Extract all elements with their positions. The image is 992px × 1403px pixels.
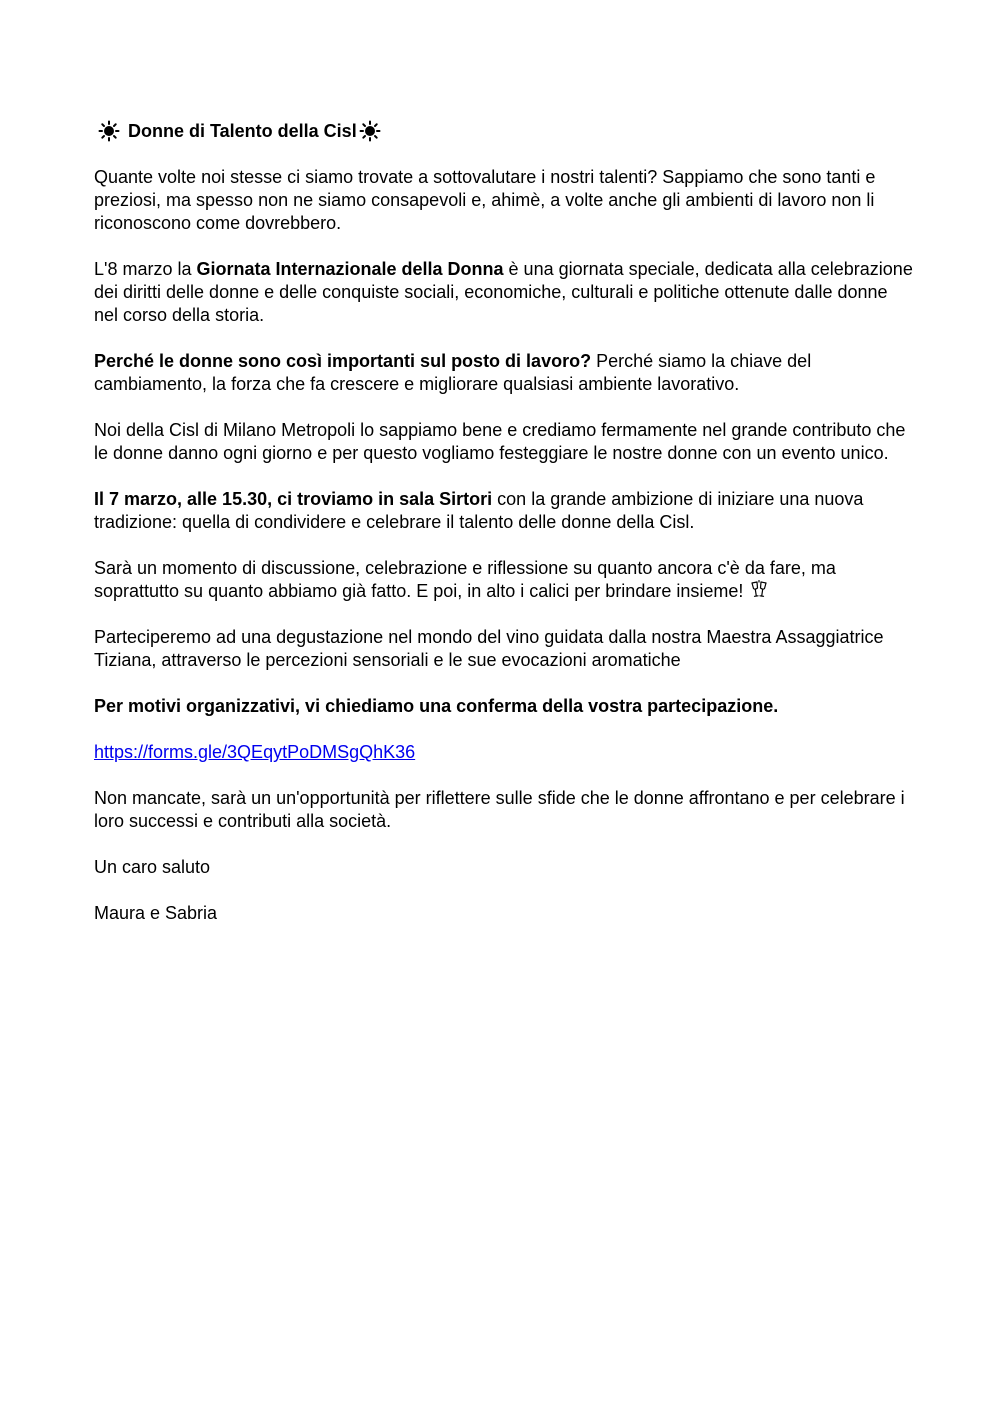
sun-icon <box>359 120 381 142</box>
form-link[interactable]: https://forms.gle/3QEqytPoDMSgQhK36 <box>94 742 416 762</box>
paragraph-closing: Non mancate, sarà un un'opportunità per riflettere sulle sfide che le donne affrontano e per celebrare i loro successi e contributi alla società. <box>94 788 905 831</box>
paragraph-text: è una giornata speciale, dedicata alla celebrazione dei diritti delle donne e delle conquiste sociali, economiche, culturali e politiche ottenute dalle donne nel corso della storia. <box>94 259 913 325</box>
paragraph-womens-day <box>94 258 914 327</box>
paragraph-link <box>94 741 914 764</box>
paragraph-intro: Quante volte noi stesse ci siamo trovate a sottovalutare i nostri talenti? Sappiamo che sono tanti e preziosi, ma spesso non ne siamo consapevoli e, ahimè, a volte anche gli ambienti di lavoro non li riconoscono come dovrebbero. <box>94 167 876 233</box>
document-title <box>94 118 914 144</box>
bold-text: Per motivi organizzativi, vi chiediamo una conferma della vostra partecipazione. <box>94 696 779 716</box>
paragraph-cisl: Noi della Cisl di Milano Metropoli lo sappiamo bene e crediamo fermamente nel grande contributo che le donne danno ogni giorno e per questo vogliamo festeggiare le nostre donne con un evento unico. <box>94 420 906 463</box>
paragraph-text: Perché siamo la chiave del cambiamento, la forza che fa crescere e migliorare qualsiasi ambiente lavorativo. <box>94 351 812 394</box>
paragraph-confirm <box>94 695 914 718</box>
paragraph-text: L'8 marzo la <box>94 259 197 279</box>
bold-text: Il 7 marzo, alle 15.30, ci troviamo in sala Sirtori <box>94 489 493 509</box>
paragraph-text: Sarà un momento di discussione, celebrazione e riflessione su quanto ancora c'è da fare, ma soprattutto su quanto abbiamo già fatto. E poi, in alto i calici per brindare insieme! <box>94 558 836 601</box>
paragraph-text: con la grande ambizione di iniziare una nuova tradizione: quella di condividere e celebrare il talento delle donne della Cisl. <box>94 489 864 532</box>
paragraph-event <box>94 488 914 534</box>
paragraph-celebration <box>94 557 914 603</box>
paragraph-signature: Maura e Sabria <box>94 903 218 923</box>
paragraph-greeting: Un caro saluto <box>94 857 211 877</box>
document-body <box>94 118 914 948</box>
bold-text: Giornata Internazionale della Donna <box>196 259 504 279</box>
clinking-glasses-icon <box>749 580 769 600</box>
bold-text: Perché le donne sono così importanti sul posto di lavoro? <box>94 351 592 371</box>
sun-icon <box>98 120 120 142</box>
title-text: Donne di Talento della Cisl <box>128 121 357 141</box>
paragraph-tasting: Parteciperemo ad una degustazione nel mondo del vino guidata dalla nostra Maestra Assaggiatrice Tiziana, attraverso le percezioni sensoriali e le sue evocazioni aromatiche <box>94 627 884 670</box>
paragraph-workplace <box>94 350 914 396</box>
